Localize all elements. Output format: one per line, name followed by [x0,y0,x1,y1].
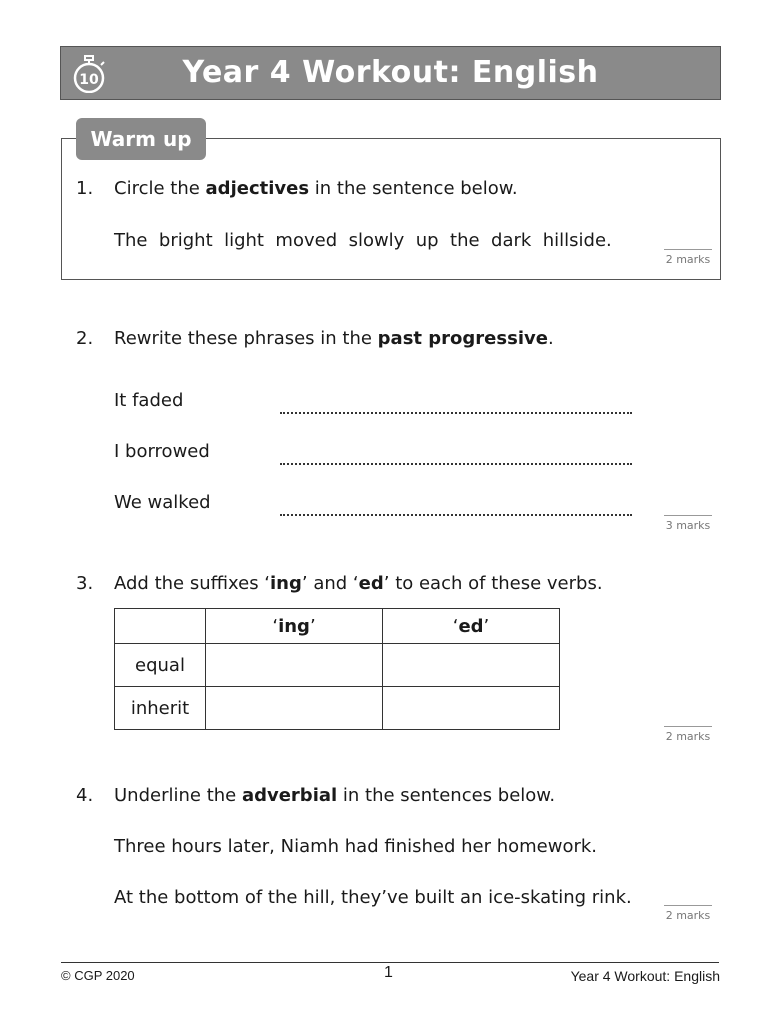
answer-cell[interactable] [383,687,560,730]
phrase-label: I borrowed [114,441,210,462]
table-corner-cell [115,609,206,644]
table-row [115,687,560,730]
answer-line[interactable] [280,504,632,516]
question-2-marks: 3 marks [664,515,712,532]
phrase-label: We walked [114,492,211,513]
question-4-sentence-1[interactable]: Three hours later, Niamh had finished her homework. [114,836,598,857]
table-header-row [115,609,560,644]
page-header [60,46,721,100]
question-4-sentence-2[interactable]: At the bottom of the hill, they’ve built an ice-skating rink. [114,887,632,908]
question-1-prompt: Circle the adjectives in the sentence below. [114,178,518,199]
table-row [115,644,560,687]
answer-cell[interactable] [383,644,560,687]
answer-line[interactable] [280,402,632,414]
answer-cell[interactable] [206,644,383,687]
phrase-label: It faded [114,390,184,411]
table-header-ed: ‘ed’ [383,609,560,644]
question-3-marks: 2 marks [664,726,712,743]
question-4-prompt: Underline the adverbial in the sentences below. [114,785,556,806]
table-header-ing: ‘ing’ [206,609,383,644]
verb-cell: equal [115,644,206,687]
question-4-marks: 2 marks [664,905,712,922]
warm-up-tab: Warm up [76,118,206,160]
question-1-number: 1. [76,178,94,199]
question-1-sentence[interactable]: The bright light moved slowly up the dark hillside. [114,230,612,251]
question-2-prompt: Rewrite these phrases in the past progressive. [114,328,554,349]
question-1-marks: 2 marks [664,249,712,266]
footer-page-number: 1 [384,964,393,981]
verb-cell: inherit [115,687,206,730]
question-3-prompt: Add the suffixes ‘ing’ and ‘ed’ to each of these verbs. [114,573,603,594]
answer-line[interactable] [280,453,632,465]
footer-copyright: © CGP 2020 [61,968,135,983]
page-title: Year 4 Workout: English [182,55,599,90]
question-3-number: 3. [76,573,94,594]
footer-divider [61,962,719,963]
question-4-number: 4. [76,785,94,806]
timer-label: 10 [79,72,99,88]
answer-cell[interactable] [206,687,383,730]
suffix-table [114,608,560,730]
footer-title: Year 4 Workout: English [570,968,720,984]
question-2-number: 2. [76,328,94,349]
